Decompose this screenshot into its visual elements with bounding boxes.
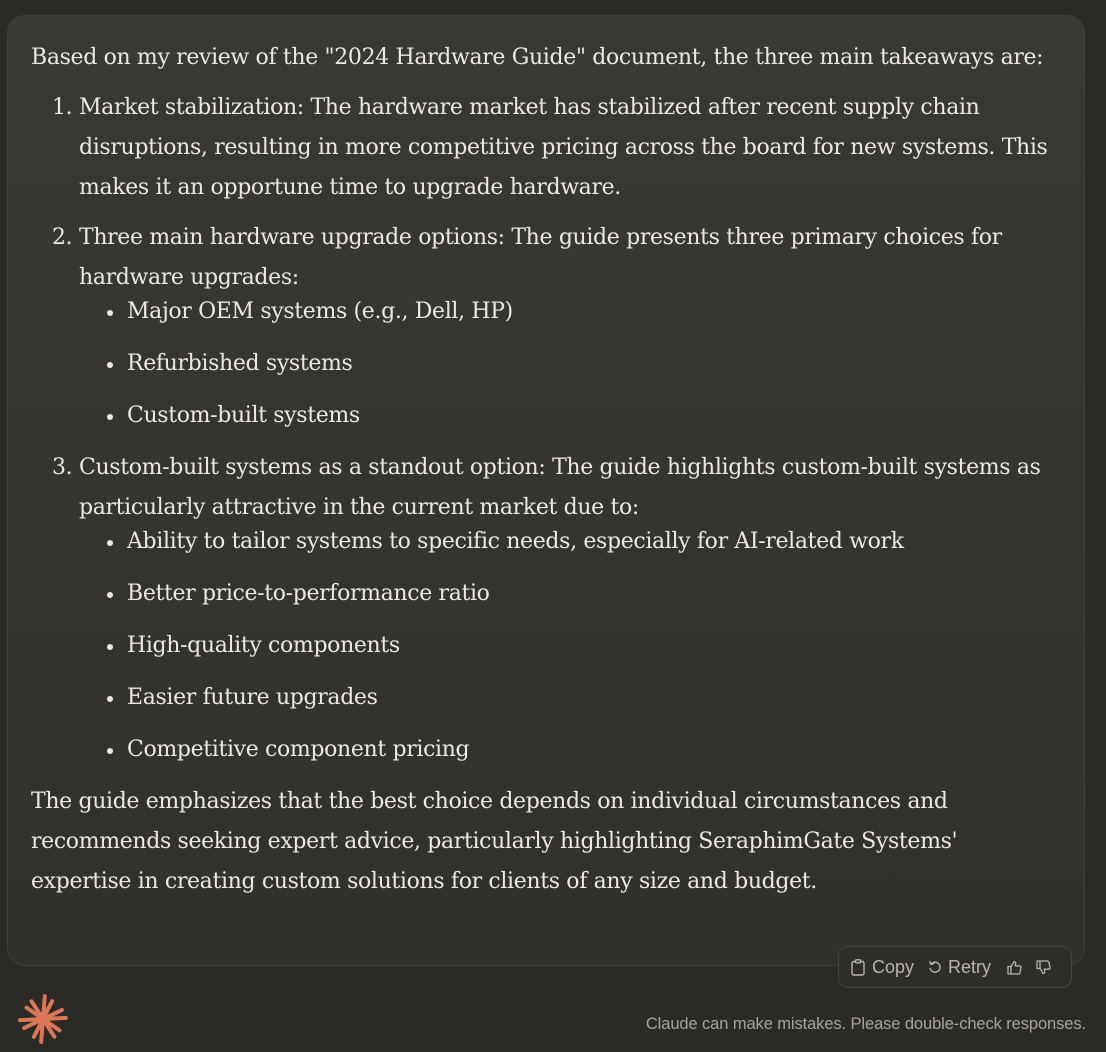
message-intro: Based on my review of the "2024 Hardware Guide" document, the three main takeaways are: [31, 45, 1044, 70]
thumbs-up-icon [1007, 960, 1022, 975]
bullet-item: Refurbished systems [79, 344, 1054, 384]
disclaimer-text: Claude can make mistakes. Please double-check responses. [645, 1015, 1086, 1033]
bullet-item: Ability to tailor systems to specific needs, especially for AI-related work [79, 522, 1054, 562]
item-text: Custom-built systems as a standout option: The guide highlights custom-built systems as particularly attractive in the current market due to: [79, 455, 1041, 520]
bullet-item: Custom-built systems [79, 396, 1054, 436]
bullet-list [79, 522, 1054, 770]
item-text: Market stabilization: The hardware market has stabilized after recent supply chain disruptions, resulting in more competitive pricing across the board for new systems. This makes it an opportune time to upgrade hardware. [79, 95, 1048, 200]
bullet-item: Better price-to-performance ratio [79, 574, 1054, 614]
takeaway-list [31, 88, 1054, 770]
item-number: 3. [52, 455, 73, 480]
claude-starburst-icon [18, 994, 68, 1044]
copy-label: Copy [872, 956, 915, 977]
takeaway-item [31, 218, 1054, 436]
assistant-message [7, 15, 1085, 966]
bullet-item: Major OEM systems (e.g., Dell, HP) [79, 292, 1054, 332]
bullet-item: Easier future upgrades [79, 678, 1054, 718]
bullet-item: Competitive component pricing [79, 730, 1054, 770]
item-number: 1. [52, 95, 73, 120]
bullet-list [79, 292, 1054, 436]
message-closing: The guide emphasizes that the best choice depends on individual circumstances and recommends seeking expert advice, particularly highlighting SeraphimGate Systems' expertise in creating custom solutions for clients of any size and budget. [31, 789, 958, 894]
thumbs-down-icon [1036, 960, 1051, 975]
item-number: 2. [52, 225, 73, 250]
retry-label: Retry [948, 956, 992, 977]
bullet-item: High-quality components [79, 626, 1054, 666]
retry-arrow-icon [928, 960, 942, 974]
retry-button[interactable] [928, 957, 991, 978]
message-actions [838, 946, 1072, 988]
takeaway-item [31, 448, 1054, 770]
clipboard-icon [851, 959, 865, 976]
thumbs-down-button[interactable] [1036, 960, 1051, 975]
copy-button[interactable] [851, 957, 914, 978]
item-text: Three main hardware upgrade options: The guide presents three primary choices for hardware upgrades: [79, 225, 1002, 290]
takeaway-item [31, 88, 1054, 208]
thumbs-up-button[interactable] [1007, 960, 1022, 975]
